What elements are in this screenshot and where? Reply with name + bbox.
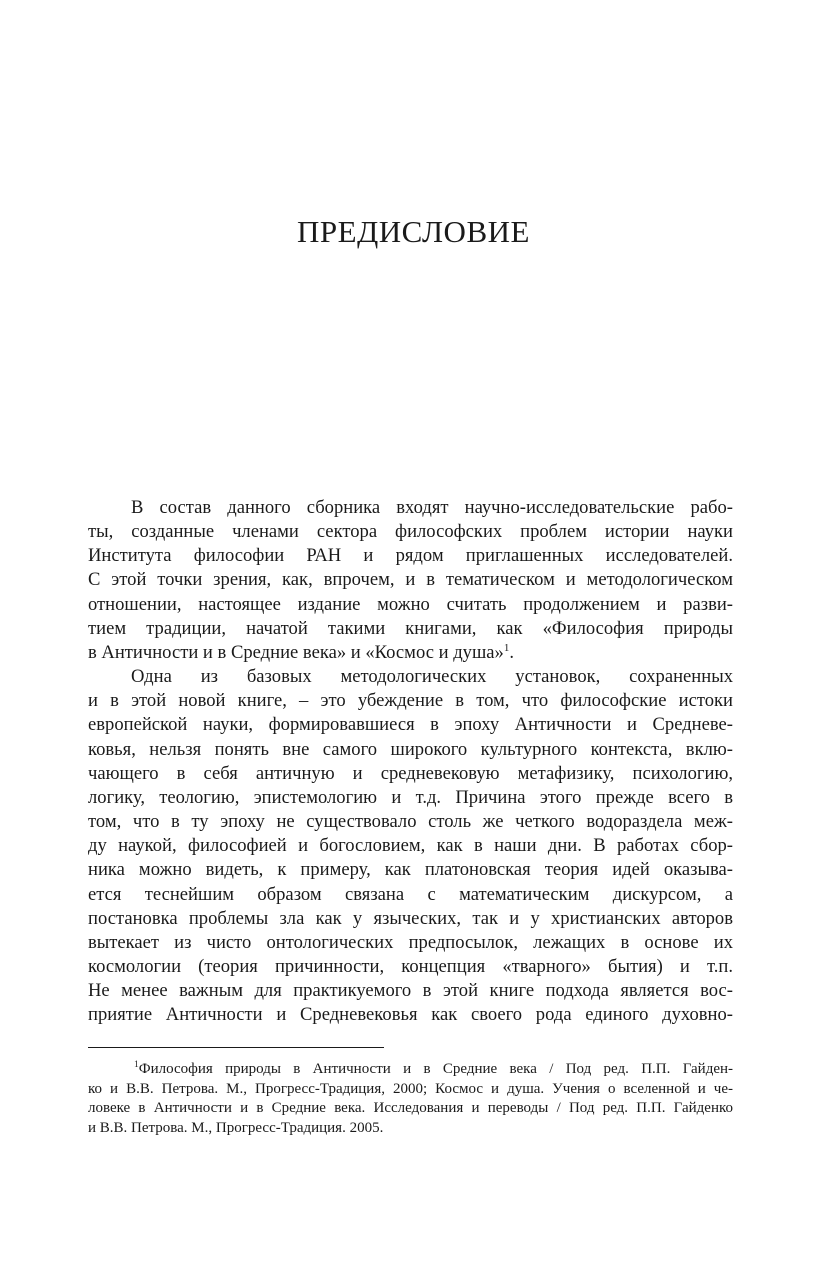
sentence-end: . bbox=[509, 641, 514, 663]
footnote-reference: 1 bbox=[503, 641, 510, 654]
footnote-separator bbox=[88, 1047, 384, 1048]
footnote-line-content: Философия природы в Античности и в Средние века / Под ред. П.П. Гайден- bbox=[138, 1061, 733, 1077]
page-title: ПРЕДИСЛОВИЕ bbox=[297, 214, 530, 249]
text-line: ника можно видеть, к примеру, как платоновская теория идей оказыва- bbox=[88, 859, 733, 881]
text-line: Института философии РАН и рядом приглашенных исследователей. bbox=[88, 545, 733, 567]
footnote bbox=[88, 1060, 733, 1138]
text-line: Одна из базовых методологических установок, сохраненных bbox=[131, 666, 733, 688]
footnote-number: 1 bbox=[134, 1060, 139, 1070]
text-line: В состав данного сборника входят научно-исследовательские рабо- bbox=[131, 497, 733, 518]
footnote-line-last: и В.В. Петрова. М., Прогресс-Традиция. 2005. bbox=[88, 1119, 384, 1136]
text-line: приятие Античности и Средневековья как своего рода единого духовно- bbox=[88, 1004, 733, 1026]
paragraph-1 bbox=[88, 496, 733, 665]
text-line: том, что в ту эпоху не существовало столь же четкого водораздела меж- bbox=[88, 811, 733, 833]
footnote-line: ловеке в Античности и в Средние века. Исследования и переводы / Под ред. П.П. Гайденко bbox=[88, 1100, 733, 1116]
footnote-line bbox=[88, 1060, 733, 1080]
text-line: постановка проблемы зла как у языческих, так и у христианских авторов bbox=[88, 907, 733, 929]
text-line-content: в Античности и в Средние века» и «Космос и душа» bbox=[88, 641, 504, 663]
text-line: чающего в себя античную и средневековую метафизику, психологию, bbox=[88, 762, 733, 784]
text-line-last bbox=[88, 641, 733, 665]
text-line: отношении, настоящее издание можно считать продолжением и разви- bbox=[88, 593, 733, 615]
text-line: ется теснейшим образом связана с математическим дискурсом, а bbox=[88, 883, 733, 905]
text-line: космологии (теория причинности, концепция «тварного» бытия) и т.п. bbox=[88, 955, 733, 977]
text-line: ковья, нельзя понять вне самого широкого культурного контекста, вклю- bbox=[88, 738, 733, 760]
text-line: логику, теологию, эпистемологию и т.д. Причина этого прежде всего в bbox=[88, 786, 733, 808]
text-line: ду наукой, философией и богословием, как в наши дни. В работах сбор- bbox=[88, 835, 733, 857]
paragraph-2 bbox=[88, 665, 733, 1027]
main-text bbox=[88, 496, 733, 1027]
text-line: вытекает из чисто онтологических предпосылок, лежащих в основе их bbox=[88, 931, 733, 953]
text-line: и в этой новой книге, – это убеждение в том, что философские истоки bbox=[88, 690, 733, 712]
text-line: С этой точки зрения, как, впрочем, и в тематическом и методологическом bbox=[88, 569, 733, 591]
text-line: тием традиции, начатой такими книгами, как «Философия природы bbox=[88, 617, 733, 639]
text-line: европейской науки, формировавшиеся в эпоху Античности и Средневе- bbox=[88, 714, 733, 736]
text-line: ты, созданные членами сектора философских проблем истории науки bbox=[88, 521, 733, 543]
text-line: Не менее важным для практикуемого в этой книге подхода является вос- bbox=[88, 980, 733, 1002]
footnote-line: ко и В.В. Петрова. М., Прогресс-Традиция, 2000; Космос и душа. Учения о вселенной и че- bbox=[88, 1080, 733, 1097]
